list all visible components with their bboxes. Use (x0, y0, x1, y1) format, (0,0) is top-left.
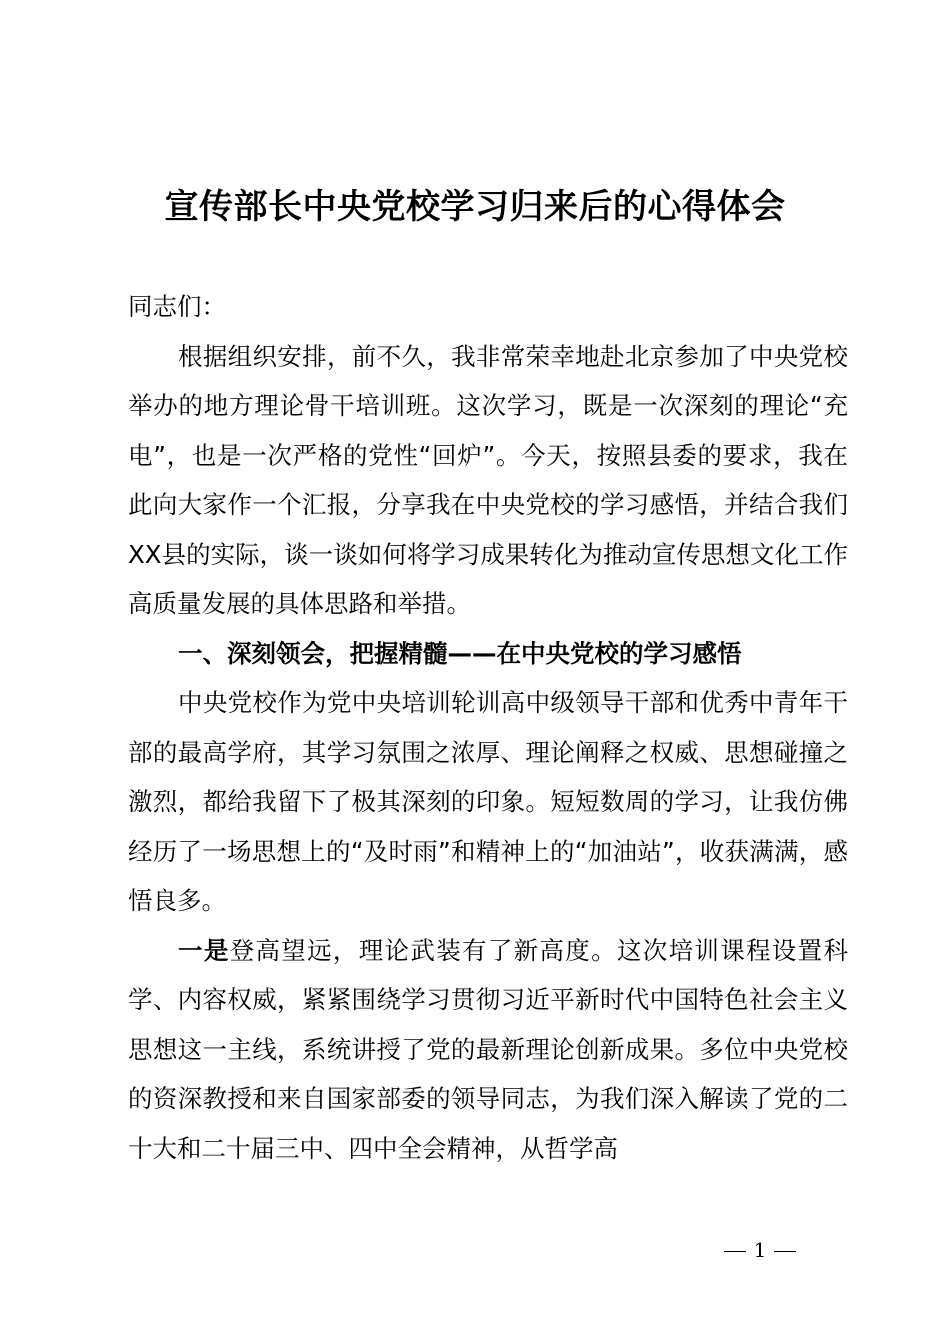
page-number-value: 1 (753, 1238, 767, 1262)
page-number-right-dash (774, 1251, 796, 1252)
salutation: 同志们： (128, 292, 226, 321)
section-heading-1: 一、深刻领会，把握精髓——在中央党校的学习感悟 (178, 638, 742, 668)
document-title: 宣传部长中央党校学习归来后的心得体会 (164, 187, 786, 227)
point-one-lead: 一是 (178, 935, 230, 965)
paragraph-party-school: 中央党校作为党中央培训轮训高中级领导干部和优秀中青年干部的最高学府，其学习氛围之浓厚、理论阐释之权威、思想碰撞之激烈，都给我留下了极其深刻的印象。短短数周的学习，让我仿佛经历了一场思想上的“及时雨”和精神上的“加油站”，收获满满，感悟良多。 (128, 688, 848, 915)
paragraph-point-one (128, 926, 848, 1174)
point-one-text: 登高望远，理论武装有了新高度。这次培训课程设置科学、内容权威，紧紧围绕学习贯彻习近平新时代中国特色社会主义思想这一主线，系统讲授了党的最新理论创新成果。多位中央党校的资深教授和来自国家部委的领导同志，为我们深入解读了党的二十大和二十届三中、四中全会精神，从哲学高 (128, 935, 848, 1163)
paragraph-intro: 根据组织安排，前不久，我非常荣幸地赴北京参加了中央党校举办的地方理论骨干培训班。这次学习，既是一次深刻的理论“充电”，也是一次严格的党性“回炉”。今天，按照县委的要求，我在此向大家作一个汇报，分享我在中央党校的学习感悟，并结合我们XX县的实际，谈一谈如何将学习成果转化为推动宣传思想文化工作高质量发展的具体思路和举措。 (128, 341, 848, 618)
page-number (700, 1236, 820, 1264)
page-number-left-dash (724, 1251, 746, 1252)
document-body (128, 282, 848, 1173)
